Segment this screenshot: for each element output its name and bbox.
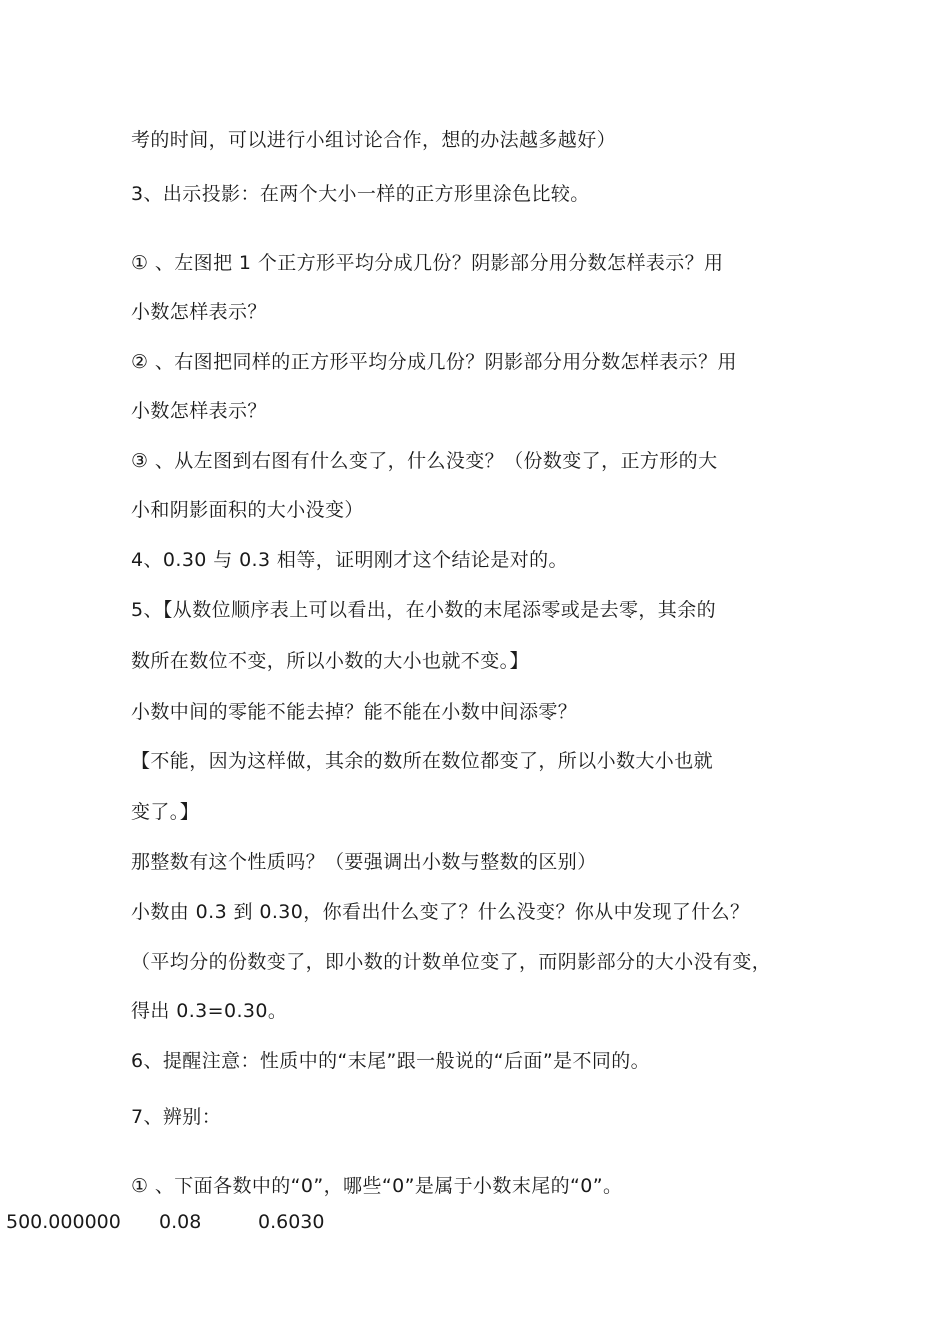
text-line: 考的时间，可以进行小组讨论合作，想的办法越多越好） [131, 129, 617, 151]
text-line: 【不能，因为这样做，其余的数所在数位都变了，所以小数大小也就 [131, 750, 714, 772]
text-line: 6、提醒注意：性质中的“末尾”跟一般说的“后面”是不同的。 [131, 1050, 651, 1072]
text-line: 那整数有这个性质吗？（要强调出小数与整数的区别） [131, 851, 597, 873]
text-line: （平均分的份数变了，即小数的计数单位变了，而阴影部分的大小没有变， [131, 951, 772, 973]
text-line: 小数怎样表示？ [131, 301, 267, 323]
text-line: ① 、左图把 1 个正方形平均分成几份？阴影部分用分数怎样表示？用 [131, 252, 724, 274]
text-line: 5、【从数位顺序表上可以看出，在小数的末尾添零或是去零，其余的 [131, 599, 716, 621]
text-line: 小数由 0.3 到 0.30，你看出什么变了？什么没变？你从中发现了什么？ [131, 901, 750, 923]
text-line: 4、0.30 与 0.3 相等，证明刚才这个结论是对的。 [131, 549, 568, 571]
number-item: 0.6030 [258, 1211, 325, 1233]
text-line: 小和阴影面积的大小没变） [131, 499, 364, 521]
text-line: 得出 0.3=0.30。 [131, 1000, 288, 1022]
text-line: 3、出示投影：在两个大小一样的正方形里涂色比较。 [131, 183, 590, 205]
text-line: ① 、下面各数中的“0”，哪些“0”是属于小数末尾的“0”。 [131, 1175, 623, 1197]
text-line: 7、辨别： [131, 1106, 222, 1128]
number-item: 500.000000 [6, 1211, 121, 1233]
text-line: ② 、右图把同样的正方形平均分成几份？阴影部分用分数怎样表示？用 [131, 351, 737, 373]
text-line: 变了。】 [131, 801, 200, 823]
text-line: 小数怎样表示？ [131, 400, 267, 422]
text-line: 小数中间的零能不能去掉？能不能在小数中间添零？ [131, 701, 578, 723]
text-line: 数所在数位不变，所以小数的大小也就不变。】 [131, 650, 529, 672]
number-item: 0.08 [159, 1211, 202, 1233]
text-line: ③ 、从左图到右图有什么变了，什么没变？（份数变了，正方形的大 [131, 450, 718, 472]
